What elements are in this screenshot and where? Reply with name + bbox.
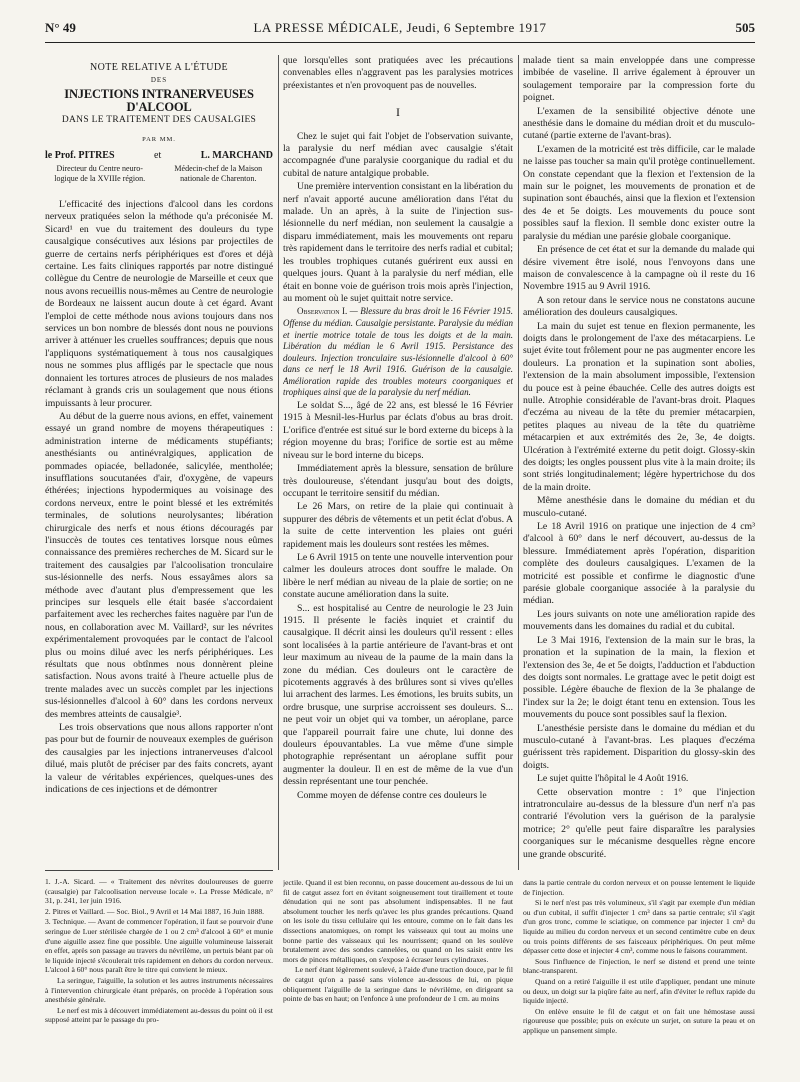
column-3: [523, 55, 755, 870]
byline-intro: PAR MM.: [142, 136, 176, 143]
column-2: [283, 55, 513, 870]
author-name: L. MARCHAND: [200, 150, 273, 161]
paragraph: L'efficacité des injections d'alcool dans les cordons nerveux pratiquées selon la méthode qu'a préconisée M. Sicard¹ en vue du traitement des douleurs du type causalgique consécutives aux lésions par projectiles de guerre de certains nerfs périphériques est d'ores et déjà certaine. Les faits cliniques rapportés par notre distingué collègue du Centre de neurologie de Marseille et ceux que nous avons recueillis nous-mêmes au Centre de neurologie de Bordeaux ne laissent aucun doute à cet égard. Avant l'emploi de cette méthode nous avions toujours dans nos services un bon nombre de blessés dont nous ne pouvions arriver à atténuer les cruelles souffrances; depuis que nous l'appliquons systématiquement à tous nos causalgiques nous ne sommes plus affligés par le spectacle que nous donnaient les tortures atroces de plusieurs de nos malades réclamant à grands cris un soulagement que nous étions impuissants à leur procurer.: [45, 199, 273, 409]
article-title-main: INJECTIONS INTRANERVEUSES D'ALCOOL: [64, 87, 254, 114]
paragraph: Au début de la guerre nous avions, en effet, vainement essayé un grand nombre de moyens thérapeutiques : administration interne de médicaments stupéfiants; anesthésiants ou antinévralgiques, application de pommades opiacée, belladonée, salicylée, mentholée; insufflations soucutanées d'air, d'oxygène, de vapeurs éthérées; injections hypodermiques au voisinage des cordons nerveux, entre le point blessé et les extrémités terminales, de solutions neurolysantes; libération chirurgicale des nerfs et nous étions découragés par l'insuccès de toutes ces tentatives lorsque nous eûmes connaissance des premières recherches de M. Sicard sur le traitement des causalgies par l'alcoolisation tronculaire sus-lésionnelle des nerfs. Nous essayâmes alors sa méthode avec d'autant plus d'empressement que les principes sur lesquels elle était basée s'accordaient parfaitement avec les recherches faites naguère par l'un de nous, en collaboration avec M. Vaillard², sur les névrites expérimentalement provoquées par le contact de l'alcool plus ou moins dilué avec les nerfs périphériques. Les résultats que nous obtînmes nous donnèrent pleine satisfaction. Nous avons traité à l'heure actuelle plus de trente malades avec un succès complet par les injections sus-lésionnelles d'alcool à 60° dans les cordons nerveux des membres atteints de causalgie³.: [45, 410, 273, 720]
affiliations: [45, 164, 273, 183]
paragraph: A son retour dans le service nous ne constatons aucune amélioration des douleurs causalgiques.: [523, 294, 755, 319]
footnotes-column-3: [523, 878, 755, 1078]
paragraph: Les jours suivants on note une amélioration rapide des mouvements dans les domaines du radial et du cubital.: [523, 608, 755, 633]
paragraph: Une première intervention consistant en la libération du nerf n'avait apporté aucune amélioration dans l'état du malade. Un an après, à la suite de l'injection sus-lésionnelle du nerf médian, non seulement la causalgie a disparu immédiatement, mais les mouvements ont reparu très rapidement dans le territoire des nerfs radial et cubital; les troubles trophiques cutanés guérirent eux aussi en quelques jours. Quant à la paralysie du nerf médian, elle était en bonne voie de guérison trois mois après l'injection, au moment où le sujet quittait notre service.: [283, 181, 513, 304]
paragraph: que lorsqu'elles sont pratiquées avec les précautions convenables elles n'aggravent pas les paralysies motrices préexistantes et n'en provoquent pas de nouvelles.: [283, 55, 513, 91]
footnote: La seringue, l'aiguille, la solution et les autres instruments nécessaires à l'intervention chirurgicale étant préparés, on procède à l'opération sous anesthésie générale.: [45, 975, 273, 1005]
paragraph: Le 3 Mai 1916, l'extension de la main sur le bras, la pronation et la supination de la main, la flexion et l'extension des 3e, 4e et 5e doigts, l'adduction et l'abduction des doigts sont normales. Le grattage avec le petit doigt est possible. Légère ébauche de flexion de la 3e phalange de l'index sur la 2e; le doigt étant tenu en extension. Tous les mouvements du pouce sont possibles sauf la flexion.: [523, 634, 755, 721]
paragraph: En présence de cet état et sur la demande du malade qui désire vivement être isolé, nous l'envoyons dans une maison de convalescence à la campagne où il reste du 16 Novembre 1915 au 9 Avril 1916.: [523, 244, 755, 293]
paragraph: Le soldat S..., âgé de 22 ans, est blessé le 16 Février 1915 à Mesnil-les-Hurlus par éclats d'obus au bras droit. L'orifice d'entrée est situé sur le bord externe du biceps à la région moyenne du bras; l'orifice de sortie est au même niveau sur le bord interne du biceps.: [283, 400, 513, 461]
paragraph: Le 18 Avril 1916 on pratique une injection de 4 cm³ d'alcool à 60° dans le nerf découvert, au-dessus de la blessure. Immédiatement après l'opération, disparition complète des douleurs causalgiques. L'examen de la motricité est possible et confirme le diagnostic d'une parésie globale coorganique associée à la paralysie du médian.: [523, 521, 755, 607]
article-heading: [45, 61, 273, 183]
paragraph: L'examen de la motricité est très difficile, car le malade ne laisse pas toucher sa main qu'il protège continuellement. On constate cependant que la flexion et l'extension de la main sur le poignet, les mouvements de pronation et de supination sont ébauchés, ainsi que la flexion et l'extension des 4e et 5e doigts. Les mouvements du pouce sont possibles sauf la flexion. Il semble donc exister outre la paralysie du médian une parésie globale coorganique.: [523, 143, 755, 242]
affiliation: Directeur du Centre neuro-logique de la XVIIIe région.: [54, 164, 146, 183]
page-number-left: N° 49: [45, 20, 76, 35]
paragraph: Le 26 Mars, on retire de la plaie qui continuait à suppurer des débris de vêtements et un petit éclat d'obus. A la suite de cette intervention les plaies ont guéri rapidement mais les douleurs sont restées les mêmes.: [283, 501, 513, 550]
observation-text: — Blessure du bras droit le 16 Février 1915. Offense du médian. Causalgie persistante. Paralysie du médian et inertie motrice totale de tous les doigts et de la main. Libération du médian le 6 Avril 1915. Persistance des douleurs. Injection tronculaire sus-lésionnelle d'alcool à 60° dans ce nerf le 18 Avril 1916. Guérison de la causalgie. Amélioration rapide des troubles moteurs coorganiques et trophiques ainsi que de la paralysie du nerf médian.: [283, 306, 513, 398]
paragraph: Le 6 Avril 1915 on tente une nouvelle intervention pour calmer les douleurs atroces dont souffre le malade. On libère le nerf médian au niveau de la plaie de sortie; on ne constate aucune amélioration dans la suite.: [283, 551, 513, 601]
column-1: [45, 55, 273, 870]
authors: [45, 149, 273, 162]
article-title-line: DES: [150, 76, 168, 84]
author-name: le Prof. PITRES: [45, 150, 115, 161]
paragraph: malade tient sa main enveloppée dans une compresse imbibée de vaseline. Il arrive également à éprouver un soulagement temporaire par la compression forte du poignet.: [523, 55, 755, 104]
header-rule: [45, 42, 755, 43]
footnote: Quand on a retiré l'aiguille il est utile d'appliquer, pendant une minute ou deux, un doigt sur la piqûre faite au nerf, afin d'éviter le reflux rapide du liquide injecté.: [523, 976, 755, 1006]
footnote: dans la partie centrale du cordon nerveux et on pousse lentement le liquide de l'injection.: [523, 878, 755, 897]
paragraph: Même anesthésie dans le domaine du médian et du musculo-cutané.: [523, 495, 755, 519]
paragraph: Les trois observations que nous allons rapporter n'ont pas pour but de fournir de nouveaux exemples de guérison des causalgies par les injections intranerveuses d'alcool dilué, mais plutôt de préciser par des faits concrets, ayant la valeur de véritables expériences, quelques-unes des indications de ces injections et de démontrer: [45, 722, 273, 796]
paragraph: L'examen de la sensibilité objective dénote une anesthésie dans le domaine du médian droit et du musculo-cutané (partie externe de l'avant-bras).: [523, 105, 755, 142]
footnote: jectile. Quand il est bien reconnu, on passe doucement au-dessous de lui un fil de catgut assez fort en évitant soigneusement tout tiraillement et toute dénudation qui ne sont pas absolument indispensables. Il ne faut absolument toucher les nerfs qu'avec les plus grandes précautions. Quand on les isole du tissu cellulaire qui les entoure, comme on le fait dans les dissections anatomiques, on rompt les vaisseaux qui tout au moins une bonne partie des vaisseaux qui les nourrissent; quand on les soulève brutalement avec des sondes cannelées, ou quand on les saisit entre les mors de pinces métalliques, on s'expose à écraser leurs cylindraxes.: [283, 878, 513, 964]
footnote: Si le nerf n'est pas très volumineux, s'il s'agit par exemple d'un médian ou d'un cubital, il suffit d'injecter 1 cm³ dans sa partie centrale; s'il s'agit d'un gros tronc, comme le sciatique, on commence par injecter 1 cm³ du liquide au milieu du cordon nerveux et un second centimètre cube en deux ou trois points différents de ses faisceaux périphériques. On peut même dépasser cette dose et injecter 4 cm³, comme nous le faisons couramment.: [523, 898, 755, 956]
section-number: I: [396, 105, 400, 120]
footnote: Le nerf est mis à découvert immédiatement au-dessus du point où il est supposé atteint par le passage du pro-: [45, 1005, 273, 1025]
article-title-line: NOTE RELATIVE A L'ÉTUDE: [90, 62, 228, 73]
affiliation: Médecin-chef de la Maison nationale de Charenton.: [174, 164, 263, 183]
running-header: [45, 20, 755, 38]
footnote: On enlève ensuite le fil de catgut et on fait une hémostase aussi rigoureuse que possible; puis on exécute un surjet, on suture la peau et on applique un pansement simple.: [523, 1006, 755, 1035]
footnote: 2. Pitres et Vaillard. — Soc. Biol., 9 Avril et 14 Mai 1887, 16 Juin 1888.: [45, 906, 265, 916]
paragraph: Chez le sujet qui fait l'objet de l'observation suivante, la paralysie du nerf médian avec causalgie s'était accompagnée d'une paralysie coorganique du radial et du cubital de nature antalgique probable.: [283, 130, 513, 179]
footnote: 1. J.-A. Sicard. — « Traitement des névrites douloureuses de guerre (causalgie) par l'alcoolisation nerveuse locale ». La Presse Médicale, n° 31, p. 241, 1er juin 1916.: [45, 877, 273, 906]
paragraph: L'anesthésie persiste dans le domaine du médian et du musculo-cutané à l'avant-bras. Les plaques d'eczéma guérissent très rapidement. Disparition du glossy-skin des doigts.: [523, 722, 755, 771]
journal-title: LA PRESSE MÉDICALE, Jeudi, 6 Septembre 1917: [253, 20, 547, 35]
paragraph: Comme moyen de défense contre ces douleurs le: [297, 789, 487, 801]
page-number-right: 505: [735, 20, 755, 35]
footnote: Sous l'influence de l'injection, le nerf se distend et prend une teinte blanc-transparent.: [523, 956, 755, 976]
observation-heading: Observation I.: [297, 306, 348, 317]
column-divider: [278, 55, 279, 870]
paragraph: Le sujet quitte l'hôpital le 4 Août 1916.: [537, 773, 689, 785]
article-title-line: DANS LE TRAITEMENT DES CAUSALGIES: [61, 115, 257, 125]
paragraph: S... est hospitalisé au Centre de neurologie le 23 Juin 1915. Il présente le faciès inquiet et craintif du causalgique. Il décrit ainsi les douleurs qu'il ressent : elles sont localisées à la partie antérieure de l'avant-bras et ont leur maximum au niveau de la paume de la main dans la zone du médian. Ces douleurs ont le caractère de picotements aggravés à des brûlures sont si vives qu'elles lui arrachent des larmes. Les émotions, les bruits subits, un ordre brusque, une surprise accroissent ses douleurs. S... ne peut voir un objet qui va tomber, un aéroplane, parce que l'appareil pourrait faire une chute, lui donne des douleurs épouvantables. La vue même d'une simple photographie représentant un aéroplane suffit pour augmenter la douleur. Il en est de même de la vue d'un dessin représentant une tour penchée.: [283, 602, 513, 788]
paragraph: Immédiatement après la blessure, sensation de brûlure très douloureuse, s'étendant jusqu'au bout des doigts, occupant le territoire sensitif du médian.: [283, 463, 513, 499]
footnotes-column-2: [283, 878, 513, 1078]
footnote: Le nerf étant légèrement soulevé, à l'aide d'une traction douce, par le fil de catgut qu'on a passé sans violence au-dessous de lui, on pique obliquement l'aiguille de la seringue dans le névrilème, en dirigeant sa pointe de bas en haut; on l'enfonce à une profondeur de 1 cm. au moins: [283, 965, 513, 1004]
footnote: 3. Technique. — Avant de commencer l'opération, il faut se pourvoir d'une seringue de Luer stérilisée chargée de 1 ou 2 cm³ d'alcool à 60° et munie d'une aiguille assez fine que possible. Une aiguille volumineuse laisserait en effet, après son passage au travers du névrilème, un pertuis béant par où le liquide injecté s'écoulerait très rapidement en dehors du cordon nerveux. L'alcool à 60° nous paraît être le titre qui convient le mieux.: [45, 917, 273, 975]
author-conjunction: et: [154, 150, 162, 161]
footnotes-column-1: [45, 870, 273, 1082]
paragraph: La main du sujet est tenue en flexion permanente, les doigts dans le prolongement de l'axe des métacarpiens. Le sujet évite tout frôlement pour ne pas augmenter encore les douleurs. La pronation et la supination sont abolies, l'extension de la main absolument impossible, l'extension du pouce est à peine ébauchée. Celle des autres doigts est nulle. Atrophie considérable de l'avant-bras droit. Plaques d'eczéma au niveau de la tête du premier métacarpien, petites plaques au niveau de la tête du quatrième métacarpien et aux extrémités des 2e, 3e, 4e doigts. Ulcération à l'extrémité externe du petit doigt. Glossy-skin des doigts; les ongles poussent plus vite à la main droite; ils sont striés longitudinalement; légère hypertrichose du dos de la main droite.: [523, 320, 755, 493]
column-divider: [518, 55, 519, 870]
conclusion-paragraph: Cette observation montre : 1° que l'injection intratronculaire au-dessus de la blessure d'un nerf n'a pas contrarié l'évolution vers la guérison de la paralysie motrice; 2° qu'elle peut faire disparaître les paralysies coorganiques sur le mécanisme desquelles règne encore une grande obscurité.: [523, 786, 755, 860]
observation-summary: [283, 306, 513, 399]
